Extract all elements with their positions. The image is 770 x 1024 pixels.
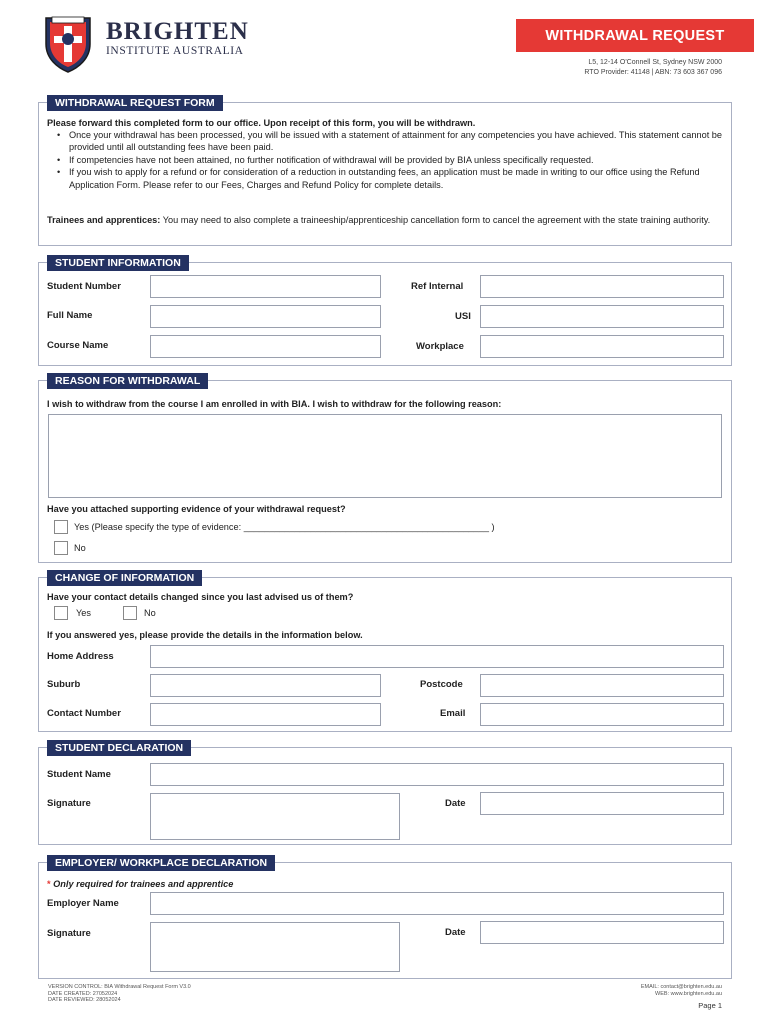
change-no-checkbox[interactable] bbox=[123, 606, 137, 620]
employer-name-label: Employer Name bbox=[47, 898, 119, 909]
employer-declaration-section bbox=[38, 857, 732, 979]
employer-note-text: Only required for trainees and apprentice bbox=[53, 879, 234, 889]
email-field[interactable] bbox=[480, 703, 724, 726]
trainees-note bbox=[47, 214, 717, 226]
workplace-field[interactable] bbox=[480, 335, 724, 358]
signature-field[interactable] bbox=[150, 793, 400, 840]
contact-number-field[interactable] bbox=[150, 703, 381, 726]
ref-internal-label: Ref Internal bbox=[411, 281, 464, 292]
employer-date-label: Date bbox=[445, 927, 466, 938]
email-label: Email bbox=[440, 708, 466, 719]
section-title: WITHDRAWAL REQUEST FORM bbox=[47, 95, 223, 111]
postcode-field[interactable] bbox=[480, 674, 724, 697]
change-yes-checkbox[interactable] bbox=[54, 606, 68, 620]
reason-prompt: I wish to withdraw from the course I am enrolled in with BIA. I wish to withdraw for the following reason: bbox=[47, 399, 502, 409]
change-instruction: If you answered yes, please provide the details in the information below. bbox=[47, 630, 363, 640]
employer-note bbox=[47, 878, 233, 890]
section-title: STUDENT DECLARATION bbox=[47, 740, 191, 756]
evidence-no-checkbox[interactable] bbox=[54, 541, 68, 555]
usi-field[interactable] bbox=[480, 305, 724, 328]
suburb-field[interactable] bbox=[150, 674, 381, 697]
date-field[interactable] bbox=[480, 792, 724, 815]
section-title: STUDENT INFORMATION bbox=[47, 255, 189, 271]
footer-reviewed: DATE REVIEWED: 28052024 bbox=[48, 997, 121, 1003]
brand-subtitle: INSTITUTE AUSTRALIA bbox=[106, 45, 244, 57]
course-name-field[interactable] bbox=[150, 335, 381, 358]
postcode-label: Postcode bbox=[420, 679, 463, 690]
bullet-refund: • If you wish to apply for a refund or for consideration of a reduction in outstanding fees, an application must be made in writing to our office using the Refund Application Form. Please refer to our Fees, Charges and Refund Policy for complete details. bbox=[47, 166, 723, 191]
change-question: Have your contact details changed since you last advised us of them? bbox=[47, 592, 354, 602]
section-title: REASON FOR WITHDRAWAL bbox=[47, 373, 208, 389]
withdrawal-request-section bbox=[38, 97, 732, 246]
trainees-label: Trainees and apprentices: bbox=[47, 215, 161, 225]
change-of-information-section bbox=[38, 572, 732, 732]
employer-signature-label: Signature bbox=[47, 928, 91, 939]
info-bullets bbox=[47, 129, 723, 191]
evidence-question: Have you attached supporting evidence of your withdrawal request? bbox=[47, 504, 346, 514]
change-no-label: No bbox=[144, 608, 156, 618]
student-name-field[interactable] bbox=[150, 763, 724, 786]
footer-version: VERSION CONTROL: BIA Withdrawal Request Form V3.0 bbox=[48, 984, 191, 990]
footer-contact bbox=[641, 984, 722, 997]
home-address-label: Home Address bbox=[47, 651, 114, 662]
date-label: Date bbox=[445, 798, 466, 809]
reason-section bbox=[38, 375, 732, 563]
home-address-field[interactable] bbox=[150, 645, 724, 668]
footer-created: DATE CREATED: 27052024 bbox=[48, 990, 118, 997]
provider-line: RTO Provider: 41148 | ABN: 73 603 367 096 bbox=[584, 68, 722, 76]
required-star: * bbox=[47, 879, 51, 889]
trainees-text: You may need to also complete a traineeship/apprenticeship cancellation form to cancel the agreement with the state training authority. bbox=[162, 215, 711, 225]
full-name-label: Full Name bbox=[47, 310, 93, 321]
shield-crest-icon bbox=[42, 14, 94, 74]
workplace-label: Workplace bbox=[416, 341, 464, 352]
employer-signature-field[interactable] bbox=[150, 922, 400, 972]
employer-name-field[interactable] bbox=[150, 892, 724, 915]
reason-textarea[interactable] bbox=[48, 414, 722, 498]
bullet-notification: • If competencies have not been attained, no further notification of withdrawal will be provided by BIA unless specifically requested. bbox=[47, 154, 723, 166]
bullet-statement: • Once your withdrawal has been processed, you will be issued with a statement of attainment for any competencies you have achieved. This statement cannot be provided until all outstanding fees have been paid. bbox=[47, 129, 723, 154]
course-name-label: Course Name bbox=[47, 340, 109, 351]
signature-label: Signature bbox=[47, 798, 91, 809]
ref-internal-field[interactable] bbox=[480, 275, 724, 298]
usi-label: USI bbox=[455, 311, 471, 322]
address-block bbox=[584, 58, 722, 77]
suburb-label: Suburb bbox=[47, 679, 81, 690]
student-information-section bbox=[38, 257, 732, 366]
student-name-label: Student Name bbox=[47, 769, 111, 780]
form-title-banner: WITHDRAWAL REQUEST bbox=[516, 19, 754, 52]
evidence-yes-label: Yes (Please specify the type of evidence: ________________________________________________ ) bbox=[74, 522, 495, 532]
student-number-field[interactable] bbox=[150, 275, 381, 298]
brand-name: BRIGHTEN bbox=[106, 18, 249, 45]
change-yes-label: Yes bbox=[76, 608, 91, 618]
contact-number-label: Contact Number bbox=[47, 708, 121, 719]
evidence-no-label: No bbox=[74, 543, 86, 553]
section-title: CHANGE OF INFORMATION bbox=[47, 570, 202, 586]
student-declaration-section bbox=[38, 742, 732, 845]
intro-text: Please forward this completed form to our office. Upon receipt of this form, you will be withdrawn. bbox=[47, 118, 476, 128]
evidence-yes-checkbox[interactable] bbox=[54, 520, 68, 534]
footer-version-control bbox=[48, 984, 191, 1004]
address-line: L5, 12-14 O'Connell St, Sydney NSW 2000 bbox=[588, 59, 722, 66]
section-title: EMPLOYER/ WORKPLACE DECLARATION bbox=[47, 855, 275, 871]
student-number-label: Student Number bbox=[47, 281, 121, 292]
footer-web: WEB: www.brighten.edu.au bbox=[655, 990, 722, 997]
full-name-field[interactable] bbox=[150, 305, 381, 328]
footer-email: EMAIL: contact@brighten.edu.au bbox=[640, 984, 722, 990]
page-number: Page 1 bbox=[698, 1001, 722, 1010]
employer-date-field[interactable] bbox=[480, 921, 724, 944]
